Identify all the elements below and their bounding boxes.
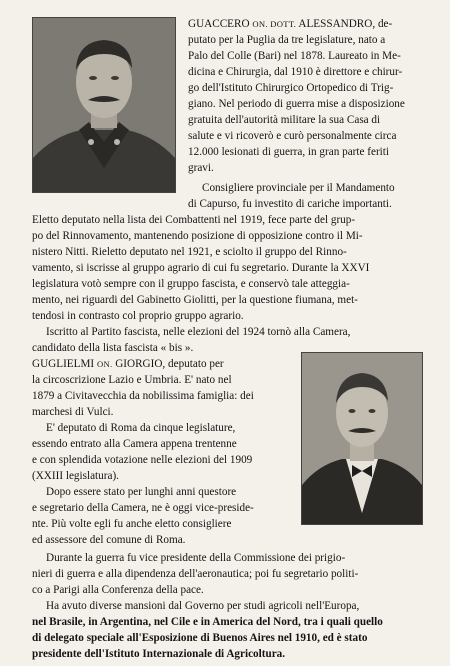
entry2-line: E' deputato di Roma da cinque legislature, (46, 422, 236, 434)
entry2-name: GUGLIELMI (32, 358, 95, 370)
entry2-line-1-rest: deputato per (168, 358, 224, 370)
entry2-line: marchesi di Vulci. (32, 406, 114, 418)
portrait-guaccero (32, 17, 176, 193)
entry1-line: putato per la Puglia da tre legislature, nato a (188, 34, 386, 46)
entry1-line: 12.000 lesionati di guerra, in gran parte feriti (188, 146, 389, 158)
entry1-name: GUACCERO (188, 18, 250, 30)
entry2-title: ON. (96, 359, 113, 369)
entry2-line: e segretario della Camera, ne è oggi vice-preside- (32, 502, 254, 514)
entry2-line: presidente dell'Istituto Internazionale di Agricoltura. (32, 648, 286, 660)
entry1-line: Palo del Colle (Bari) nel 1878. Laureato in Me- (188, 50, 401, 62)
entry1-line: Consigliere provinciale per il Mandamento (202, 182, 395, 194)
entry2-line: Dopo essere stato per lunghi anni questore (46, 486, 237, 498)
entry1-line: gravi. (188, 162, 214, 174)
entry1-line: di Capurso, fu investito di cariche importanti. (188, 198, 392, 210)
entry1-line: candidato della lista fascista « bis ». (32, 342, 194, 354)
entry1-line: nistero Nitti. Rieletto deputato nel 1921, e sciolto il gruppo del Rinno- (32, 246, 347, 258)
entry1-line: Iscritto al Partito fascista, nelle elezioni del 1924 tornò alla Camera, (46, 326, 351, 338)
entry1-firstname: ALESSANDRO, (298, 18, 376, 30)
portrait-guglielmi (301, 352, 423, 525)
entry2-line: di delegato speciale all'Esposizione di Buenos Aires nel 1910, ed è stato (32, 632, 368, 644)
entry1-title: ON. DOTT. (252, 19, 297, 29)
entry2-line: e con splendida votazione nelle elezioni del 1909 (32, 454, 253, 466)
entry1-line: tendosi in contrasto col proprio gruppo agrario. (32, 310, 244, 322)
entry1-line: vamento, si iscrisse al gruppo agrario di cui fu segretario. Durante la XXVI (32, 262, 370, 274)
entry2-line: la circoscrizione Lazio e Umbria. E' nato nel (32, 374, 232, 386)
entry1-line: mento, nei riguardi del Gabinetto Giolitti, per la questione fiumana, met- (32, 294, 358, 306)
entry2-firstname: GIORGIO, (115, 358, 166, 370)
entry2-line-1 (32, 358, 224, 371)
entry1-line-1-rest: de- (377, 18, 393, 30)
entry2-line: nieri di guerra e alla dipendenza dell'aeronautica; poi fu segretario politi- (32, 568, 359, 580)
entry1-line: dicina e Chirurgia, dal 1910 è direttore e chirur- (188, 66, 403, 78)
entry2-line: nte. Più volte egli fu anche eletto consigliere (32, 518, 232, 530)
entry1-line: po del Rinnovamento, mantenendo posizione di opposizione contro il Mi- (32, 230, 363, 242)
entry1-line: go dell'Istituto Chirurgico Ortopedico di Trig- (188, 82, 394, 94)
entry2-line: co a Parigi alla Conferenza della pace. (32, 584, 204, 596)
entry2-line: Ha avuto diverse mansioni dal Governo per studi agricoli nell'Europa, (46, 600, 360, 612)
entry1-line: salute e vi ricoverò e curò personalmente circa (188, 130, 397, 142)
entry2-line: essendo entrato alla Camera appena trentenne (32, 438, 237, 450)
entry2-line: 1879 a Civitavecchia da nobilissima famiglia: dei (32, 390, 254, 402)
entry1-line: legislatura votò sempre con il gruppo fascista, e conservò tale atteggia- (32, 278, 350, 290)
entry1-line: Eletto deputato nella lista dei Combattenti nel 1919, fece parte del grup- (32, 214, 356, 226)
entry2-line: Durante la guerra fu vice presidente della Commissione dei prigio- (46, 552, 346, 564)
entry2-line: ed assessore del comune di Roma. (32, 534, 186, 546)
entry2-line: (XXIII legislatura). (32, 470, 119, 482)
entry2-line: nel Brasile, in Argentina, nel Cile e in America del Nord, tra i quali quello (32, 616, 383, 628)
entry1-line: giano. Nel periodo di guerra mise a disposizione (188, 98, 405, 110)
entry1-line: gratuita dell'autorità militare la sua Casa di (188, 114, 381, 126)
entry1-line-1 (188, 18, 392, 31)
